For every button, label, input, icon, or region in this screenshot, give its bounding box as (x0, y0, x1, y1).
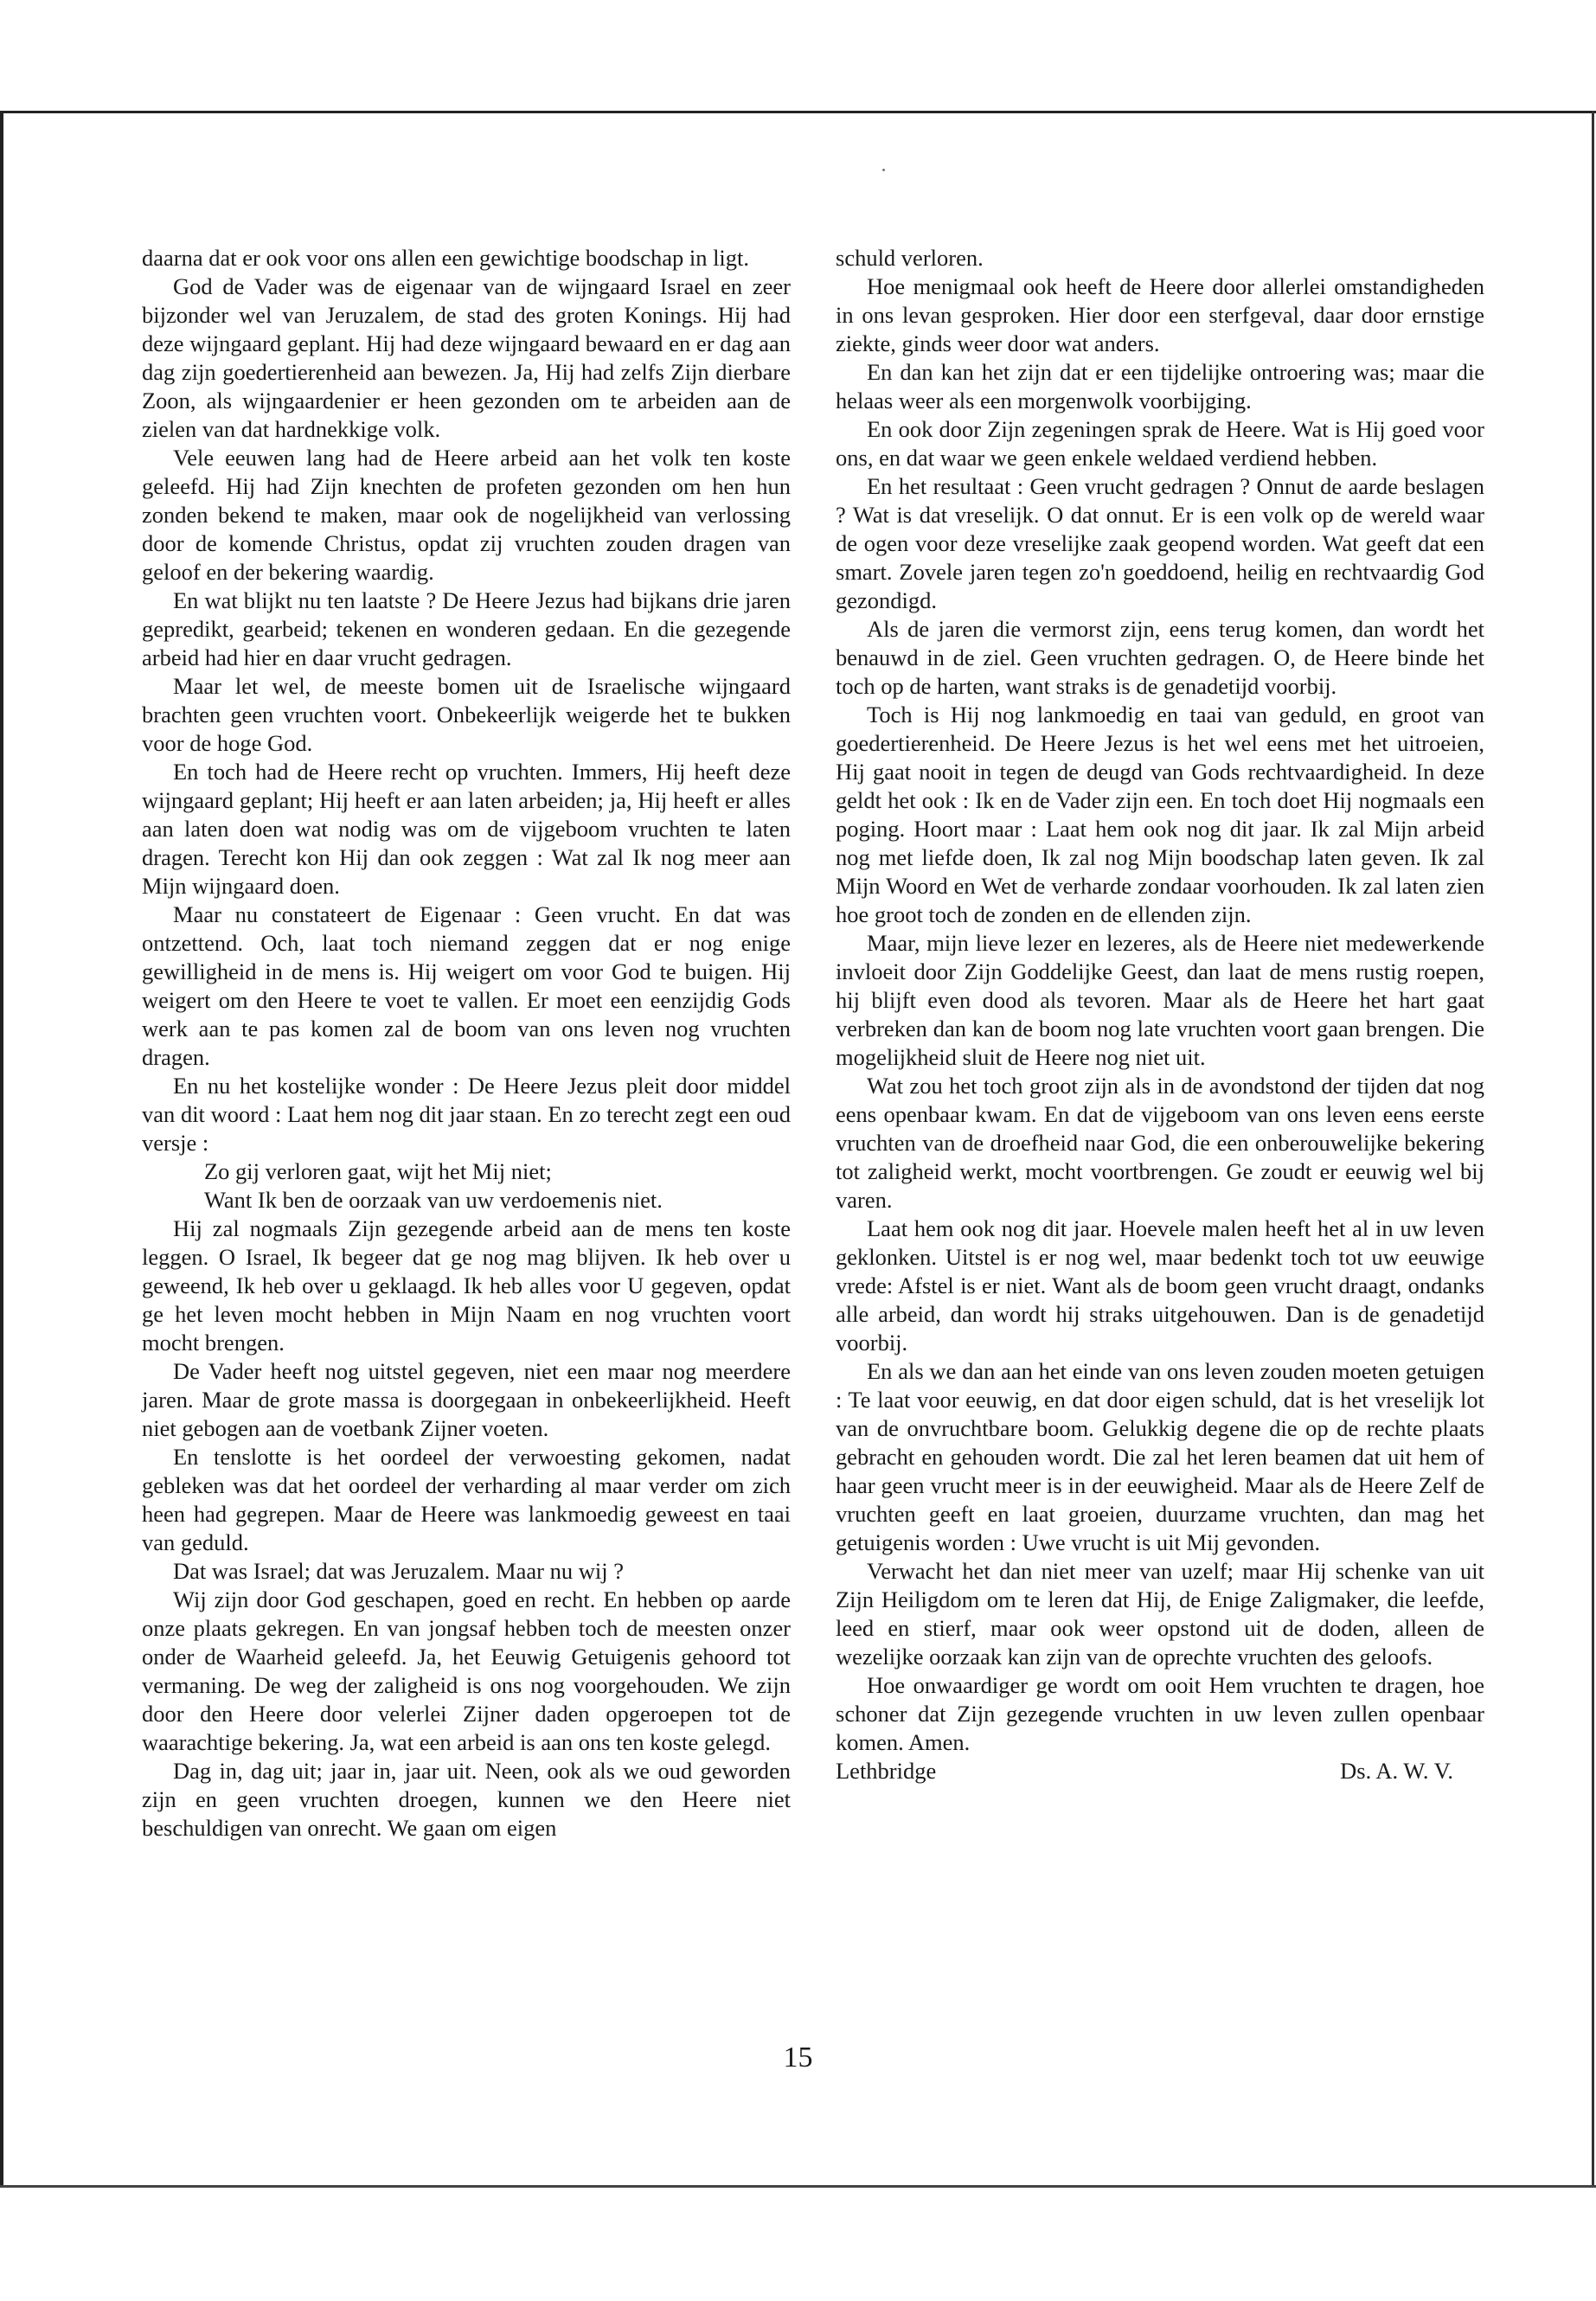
paragraph: Laat hem ook nog dit jaar. Hoevele malen heeft het al in uw leven geklonken. Uitstel is er nog wel, maar bedenkt toch tot uw eeuwige vrede: Afstel is er niet. Want als de boom geen vrucht draagt, ondanks alle arbeid, dan wordt hij straks uitgehouwen. Dan is de genadetijd voorbij. (836, 1215, 1484, 1356)
paragraph: En als we dan aan het einde van ons leven zouden moeten getuigen : Te laat voor eeuwig, en dat door eigen schuld, dat is het vreselijk lot van de onvruchtbare boom. Gelukkig degene die op de rechte plaats gebracht en gehouden wordt. Die zal het leren beamen dat uit hem of haar geen vrucht meer is in der eeuwigheid. Maar als de Heere Zelf de vruchten geeft en laat groeien, duurzame vruchten, dan mag het getuigenis worden : Uwe vrucht is uit Mij gevonden. (836, 1358, 1484, 1555)
paragraph: daarna dat er ook voor ons allen een gewichtige boodschap in ligt. (142, 245, 750, 271)
paragraph: Hoe onwaardiger ge wordt om ooit Hem vruchten te dragen, hoe schoner dat Zijn gezegende vruchten in uw leven zullen openbaar komen. Amen. (836, 1672, 1484, 1755)
paragraph: Verwacht het dan niet meer van uzelf; maar Hij schenke van uit Zijn Heiligdom om te leren dat Hij, de Enige Zaligmaker, die leefde, leed en stierf, maar ook weer opstond uit de doden, alleen de wezelijke oorzaak kan zijn van de oprechte vruchten des geloofs. (836, 1558, 1484, 1670)
verse-line: Zo gij verloren gaat, wijt het Mij niet; (204, 1158, 552, 1184)
paragraph: En ook door Zijn zegeningen sprak de Heere. Wat is Hij goed voor ons, en dat waar we geen enkele weldaed verdiend hebben. (836, 416, 1484, 471)
right-column (836, 244, 1484, 1785)
paragraph: En nu het kostelijke wonder : De Heere Jezus pleit door middel van dit woord : Laat hem nog dit jaar staan. En zo terecht zegt een oud versje : (142, 1073, 791, 1156)
paragraph: En dan kan het zijn dat er een tijdelijke ontroering was; maar die helaas weer als een morgenwolk voorbijging. (836, 359, 1484, 413)
paragraph: Dag in, dag uit; jaar in, jaar uit. Neen, ook als we oud geworden zijn en geen vruchten droegen, kunnen we den Heere niet beschuldigen van onrecht. We gaan om eigen (142, 1758, 791, 1841)
paragraph: Hij zal nogmaals Zijn gezegende arbeid aan de mens ten koste leggen. O Israel, Ik begeer dat ge nog mag blijven. Ik heb over u geweend, Ik heb over u geklaagd. Ik heb alles voor U gegeven, opdat ge het leven mocht hebben in Mijn Naam en nog vruchten voort mocht brengen. (142, 1215, 791, 1356)
page-border-bottom (0, 2185, 1596, 2188)
paragraph: Hoe menigmaal ook heeft de Heere door allerlei omstandigheden in ons levan gesproken. Hier door een sterfgeval, daar door ernstige ziekte, ginds weer door wat anders. (836, 273, 1484, 356)
paragraph: Als de jaren die vermorst zijn, eens terug komen, dan wordt het benauwd in de ziel. Geen vruchten gedragen. O, de Heere binde het toch op de harten, want straks is de genadetijd voorbij. (836, 616, 1484, 699)
page-number: 15 (783, 2041, 813, 2073)
paragraph: En wat blijkt nu ten laatste ? De Heere Jezus had bijkans drie jaren gepredikt, gearbeid; tekenen en wonderen gedaan. En die gezegende arbeid had hier en daar vrucht gedragen. (142, 587, 791, 670)
paragraph: Toch is Hij nog lankmoedig en taai van geduld, en groot van goedertierenheid. De Heere Jezus is het wel eens met het uitroeien, Hij gaat nooit in tegen de deugd van Gods rechtvaardigheid. In deze geldt het ook : Ik en de Vader zijn een. En toch doet Hij nogmaals een poging. Hoort maar : Laat hem ook nog dit jaar. Ik zal Mijn arbeid nog met liefde doen, Ik zal nog Mijn boodschap laten geven. Ik zal Mijn Woord en Wet de verharde zondaar voorhouden. Ik zal laten zien hoe groot toch de zonden en de ellenden zijn. (836, 702, 1484, 927)
paragraph: De Vader heeft nog uitstel gegeven, niet een maar nog meerdere jaren. Maar de grote massa is doorgegaan in onbekeerlijkheid. Heeft niet gebogen aan de voetbank Zijner voeten. (142, 1358, 791, 1441)
page-border-right (1592, 111, 1594, 2187)
scan-speck (882, 169, 885, 171)
paragraph: En het resultaat : Geen vrucht gedragen ? Onnut de aarde beslagen ? Wat is dat vreselijk. O dat onnut. Er is een volk op de wereld waar de ogen voor deze vreselijke zaak geopend worden. Wat geeft dat een smart. Zovele jaren tegen zo'n goeddoend, heilig en rechtvaardig God gezondigd. (836, 473, 1484, 613)
paragraph: schuld verloren. (836, 245, 984, 271)
verse-line: Want Ik ben de oorzaak van uw verdoemenis niet. (204, 1187, 663, 1213)
signature-line (836, 1757, 1484, 1785)
paragraph: Maar nu constateert de Eigenaar : Geen vrucht. En dat was ontzettend. Och, laat toch niemand zeggen dat er nog enige gewilligheid in de mens is. Hij weigert om voor God te buigen. Hij weigert om den Heere te voet te vallen. Er moet een eenzijdig Gods werk aan te pas komen zal de boom van ons leven nog vruchten dragen. (142, 901, 791, 1070)
paragraph: Vele eeuwen lang had de Heere arbeid aan het volk ten koste geleefd. Hij had Zijn knechten de profeten gezonden om hen hun zonden bekend te maken, maar ook de nogelijkheid van verlossing door de komende Christus, opdat zij vruchten zouden dragen van geloof en der bekering waardig. (142, 445, 791, 585)
paragraph: Maar let wel, de meeste bomen uit de Israelische wijngaard brachten geen vruchten voort. Onbekeerlijk weigerde het te bukken voor de hoge God. (142, 673, 791, 756)
paragraph: God de Vader was de eigenaar van de wijngaard Israel en zeer bijzonder wel van Jeruzalem, de stad des groten Konings. Hij had deze wijngaard geplant. Hij had deze wijngaard bewaard en er dag aan dag zijn goedertierenheid aan bewezen. Ja, Hij had zelfs Zijn dierbare Zoon, als wijngaardenier er heen gezonden om te arbeiden aan de zielen van dat hardnekkige volk. (142, 273, 791, 442)
paragraph: Wat zou het toch groot zijn als in de avondstond der tijden dat nog eens openbaar kwam. En dat de vijgeboom van ons leven eens eerste vruchten van de droefheid naar God, die een onberouwelijke bekering tot zaligheid werkt, mocht voortbrengen. Ge zoudt er eeuwig wel bij varen. (836, 1073, 1484, 1213)
page-border-left (0, 111, 3, 2187)
author-signature: Ds. A. W. V. (1340, 1758, 1453, 1784)
paragraph: Wij zijn door God geschapen, goed en recht. En hebben op aarde onze plaats gekregen. En van jongsaf hebben toch de meesten onzer onder de Waarheid geleefd. Ja, het Eeuwig Getuigenis gehoord tot vermaning. De weg der zaligheid is ons nog voorgehouden. We zijn door den Heere door velerlei Zijner daden opgeroepen tot de waarachtige bekering. Ja, wat een arbeid is aan ons ten koste gelegd. (142, 1586, 791, 1755)
paragraph: Dat was Israel; dat was Jeruzalem. Maar nu wij ? (173, 1558, 624, 1584)
page-border-top (0, 111, 1596, 113)
paragraph: Maar, mijn lieve lezer en lezeres, als de Heere niet medewerkende invloeit door Zijn Goddelijke Geest, dan laat de mens rustig roepen, hij blijft even dood als tevoren. Maar als de Heere het hart gaat verbreken dan kan de boom nog late vruchten voort gaan brengen. Die mogelijkheid sluit de Heere nog niet uit. (836, 930, 1484, 1070)
paragraph: En tenslotte is het oordeel der verwoesting gekomen, nadat gebleken was dat het oordeel der verharding al maar verder om zich heen had gegrepen. Maar de Heere was lankmoedig geweest en taai van geduld. (142, 1444, 791, 1555)
paragraph: En toch had de Heere recht op vruchten. Immers, Hij heeft deze wijngaard geplant; Hij heeft er aan laten arbeiden; ja, Hij heeft er alles aan laten doen wat nodig was om de vijgeboom vruchten te laten dragen. Terecht kon Hij dan ook zeggen : Wat zal Ik nog meer aan Mijn wijngaard doen. (142, 759, 791, 899)
place-name: Lethbridge (836, 1758, 937, 1784)
left-column (142, 244, 791, 1843)
